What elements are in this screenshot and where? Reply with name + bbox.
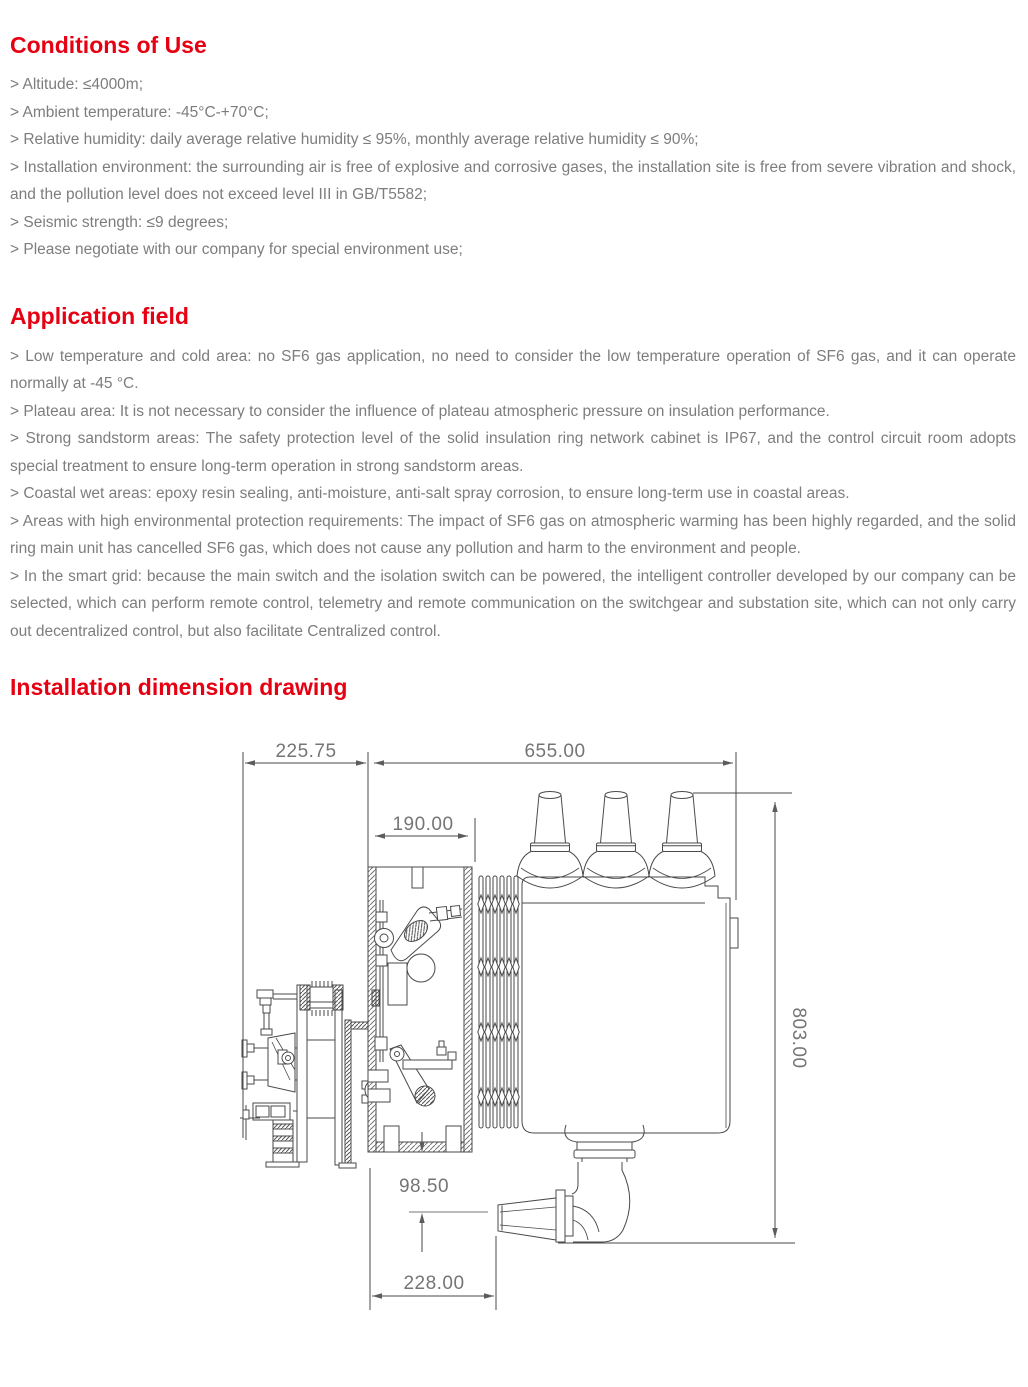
bullet-line: > Please negotiate with our company for special environment use; [10,241,463,258]
main-tank [522,877,738,1133]
bullet-line: > Seismic strength: ≤9 degrees; [10,213,229,231]
conditions-paragraphs [10,71,1016,264]
dimension-label-228-00: 228.00 [403,1273,465,1294]
dimension-label-190-00: 190.00 [392,814,454,835]
application-paragraphs [10,343,1016,646]
dimension-label-803-00: 803.00 [788,1007,809,1069]
bullet-line: > In the smart grid: because the main switch and the isolation switch can be powered, the intelligent controller developed by our company can be selected, which can perform remote control, telemetry and remote communication on the switchgear and substation site, which can not only carry out decentralized control, but also facilitate Centralized control. [10,567,1016,640]
bullet-line: > Ambient temperature: -45°C-+70°C; [10,103,269,121]
section-title-installation-dimension-drawing: Installation dimension drawing [10,674,348,700]
dimension-label-98-50: 98.50 [398,1176,450,1197]
bushings [517,792,715,889]
section-title-conditions-of-use: Conditions of Use [10,32,207,58]
section-title-application-field: Application field [10,302,189,329]
bullet-line: > Low temperature and cold area: no SF6 gas application, no need to consider the low temperature operation of SF6 gas, and it can operate normally at -45 °C. [10,347,1016,392]
cable-elbow-connector [498,1125,795,1243]
product-document-page [0,33,1028,1335]
control-compartment [368,867,472,1152]
bullet-line: > Areas with high environmental protection requirements: The impact of SF6 gas on atmospheric warming has been highly regarded, and the solid ring main unit has cancelled SF6 gas, which does not cause any pollution and harm to the environment and people. [10,512,1016,557]
operating-mechanism-assembly [240,981,387,1168]
bullet-line: > Altitude: ≤4000m; [10,76,144,93]
bullet-line: > Installation environment: the surrounding air is free of explosive and corrosive gases, the installation site is free from severe vibration and shock, and the pollution level does not exceed level III in GB/T5582; [10,158,1016,203]
dimension-label-225-75: 225.75 [275,741,337,762]
dimension-label-655-00: 655.00 [524,741,586,762]
bullet-line: > Coastal wet areas: epoxy resin sealing, anti-moisture, anti-salt spray corrosion, to ensure long-term use in coastal areas. [10,485,850,502]
bullet-line: > Strong sandstorm areas: The safety protection level of the solid insulation ring network cabinet is IP67, and the control circuit room adopts special treatment to ensure long-term operation in strong sandstorm areas. [10,430,1016,475]
bullet-line: > Plateau area: It is not necessary to consider the influence of plateau atmospheric pressure on insulation performance. [10,402,830,420]
bullet-line: > Relative humidity: daily average relative humidity ≤ 95%, monthly average relative humidity ≤ 90%; [10,131,699,148]
installation-dimension-drawing [10,735,1028,1335]
insulator-fins [478,876,519,1128]
